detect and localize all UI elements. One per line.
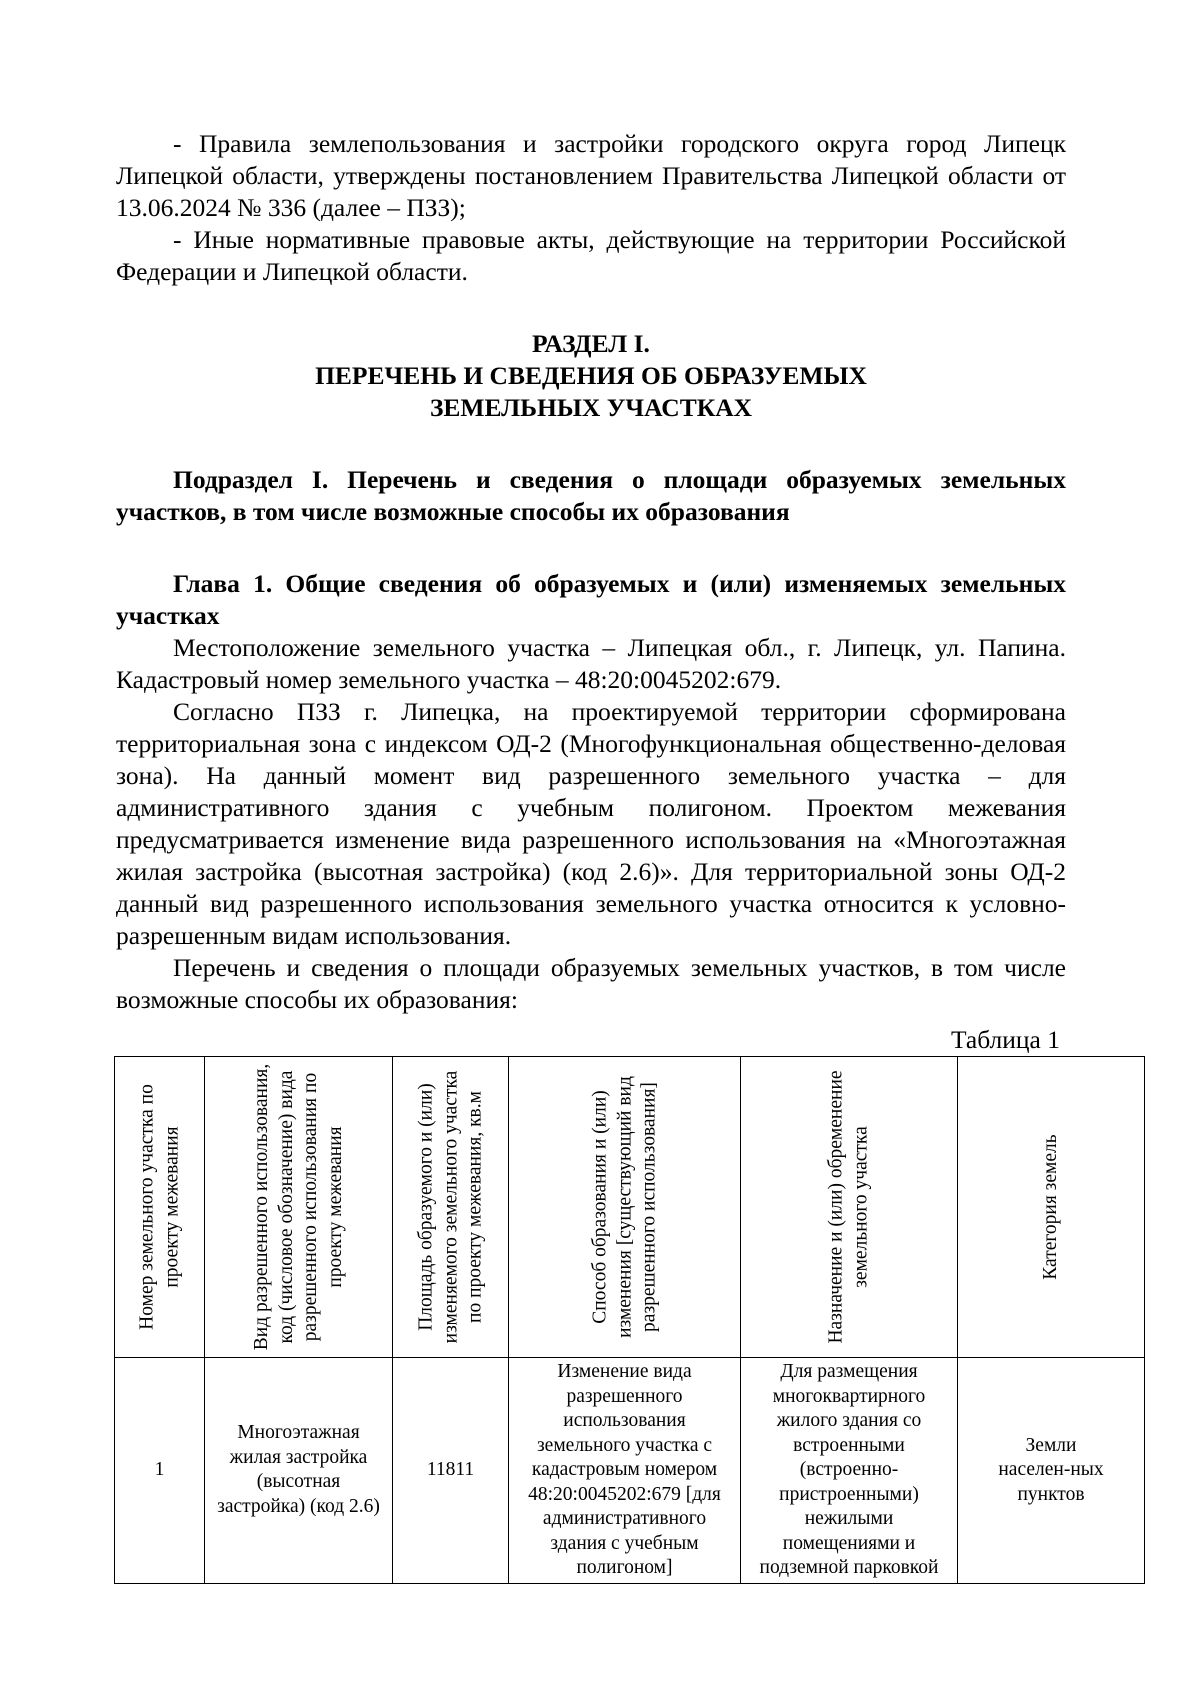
header-area: Площадь образуемого и (или) изменяемого земельного участка по проекту межевания, кв.м (414, 1070, 485, 1344)
cell-purpose: Для размещения многоквартирного жилого здания со встроенными (встроенно-пристроенными) нежилыми помещениями и подземной парковкой (741, 1358, 958, 1584)
table-header-cell (205, 1057, 393, 1358)
table-header-cell (958, 1057, 1145, 1358)
header-purpose: Назначение и (или) обременение земельного участка (825, 1070, 871, 1344)
section-heading (116, 328, 1066, 424)
table-header-cell (509, 1057, 741, 1358)
subsection-heading: Подраздел I. Перечень и сведения о площади образуемых земельных участков, в том числе возможные способы их образования (116, 465, 1066, 526)
document-page (116, 128, 1104, 1584)
body-paragraph-zoning: Согласно ПЗЗ г. Липецка, на проектируемой территории сформирована территориальная зона с индексом ОД-2 (Многофункциональная общественно-деловая зона). На данный момент вид разрешенного земельного участка – для административного здания с учебным полигоном. Проектом межевания предусматривается изменение вида разрешенного использования на «Многоэтажная жилая застройка (высотная застройка) (код 2.6)». Для территориальной зоны ОД-2 данный вид разрешенного использования земельного участка относится к условно-разрешенным видам использования. (116, 697, 1066, 950)
header-formation-method: Способ образования и (или) изменения [существующий вид разрешенного использования] (588, 1076, 659, 1338)
intro-paragraph-rules: - Правила землепользования и застройки городского округа город Липецк Липецкой области, утверждены постановлением Правительства Липецкой области от 13.06.2024 № 336 (далее – ПЗЗ); (116, 129, 1066, 222)
section-title-line1: РАЗДЕЛ I. (532, 329, 650, 358)
cell-plot-number: 1 (115, 1358, 205, 1584)
table-header-cell (741, 1057, 958, 1358)
section-title-line2: ПЕРЕЧЕНЬ И СВЕДЕНИЯ ОБ ОБРАЗУЕМЫХ (315, 361, 867, 390)
intro-paragraph-acts: - Иные нормативные правовые акты, действующие на территории Российской Федерации и Липецкой области. (116, 225, 1066, 286)
table-row (115, 1358, 1145, 1584)
body-paragraph-list-intro: Перечень и сведения о площади образуемых земельных участков, в том числе возможные способы их образования: (116, 953, 1066, 1014)
cell-formation-method: Изменение вида разрешенного использования земельного участка с кадастровым номером 48:20:0045202:679 [для административного здания с учебным полигоном] (509, 1358, 741, 1584)
table-header-cell (115, 1057, 205, 1358)
cell-permitted-use: Многоэтажная жилая застройка (высотная застройка) (код 2.6) (205, 1358, 393, 1584)
table-header-cell (393, 1057, 509, 1358)
chapter-heading: Глава 1. Общие сведения об образуемых и (или) изменяемых земельных участках (116, 569, 1066, 630)
header-permitted-use: Вид разрешенного использования, код (числовое обозначение) вида разрешенного использования по проекту межевания (250, 1063, 345, 1351)
header-land-category: Категория земель (1039, 1134, 1061, 1280)
section-title-line3: ЗЕМЕЛЬНЫХ УЧАСТКАХ (429, 393, 753, 422)
cell-land-category: Земли населен-ных пунктов (958, 1358, 1145, 1584)
body-paragraph-location: Местоположение земельного участка – Липецкая обл., г. Липецк, ул. Папина. Кадастровый номер земельного участка – 48:20:0045202:679. (116, 633, 1066, 694)
header-plot-number: Номер земельного участка по проекту межевания (136, 1084, 182, 1330)
cell-area: 11811 (393, 1358, 509, 1584)
table-caption: Таблица 1 (950, 1025, 1060, 1054)
table-header-row (115, 1057, 1145, 1358)
land-plots-table (114, 1056, 1145, 1584)
